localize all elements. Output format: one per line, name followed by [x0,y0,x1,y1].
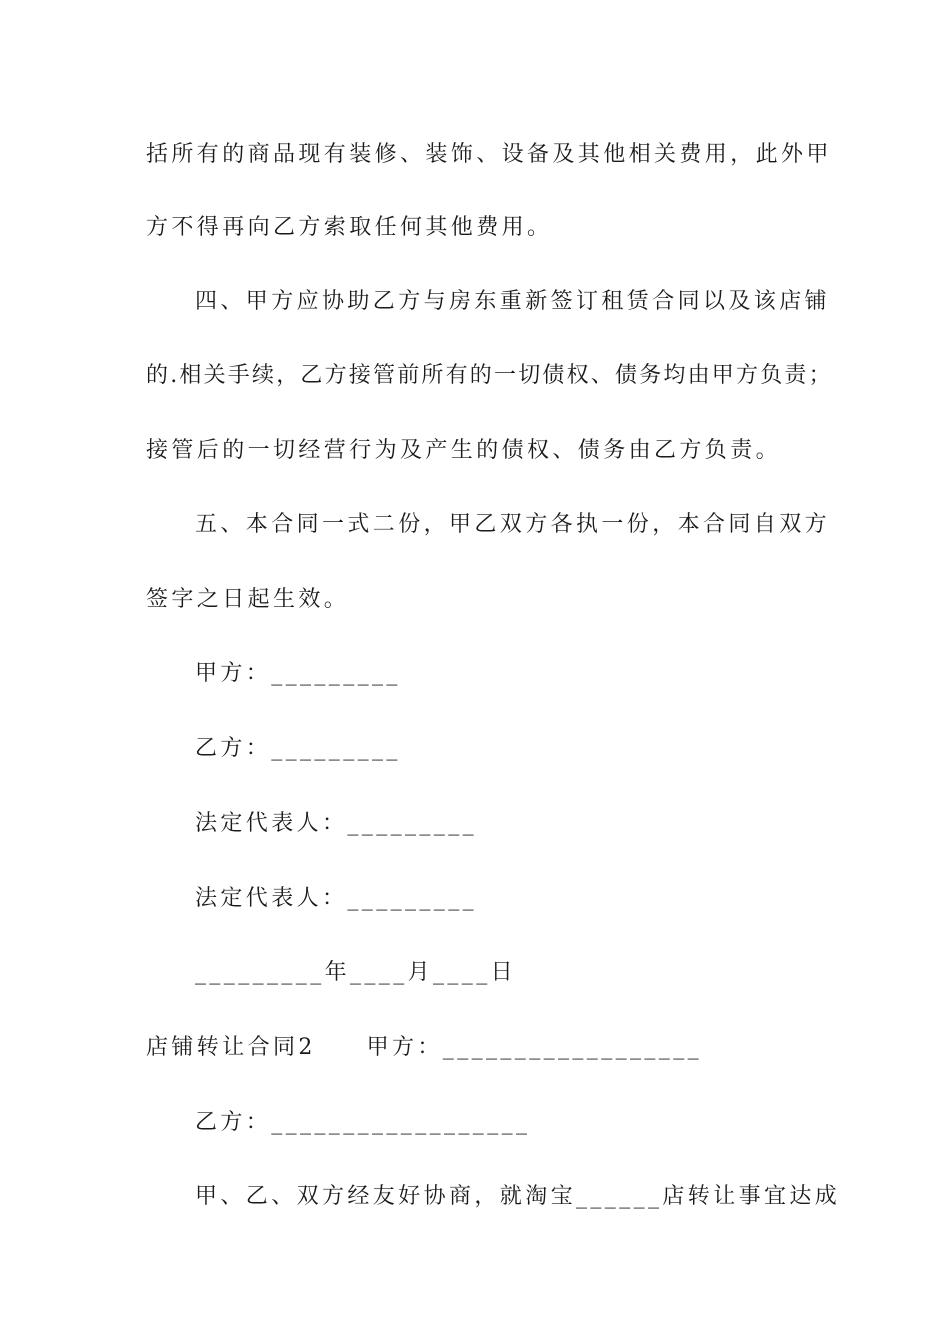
paragraph-line: 的.相关手续，乙方接管前所有的一切债权、债务均由甲方负责； [146,363,833,388]
paragraph-line: 接管后的一切经营行为及产生的债权、债务由乙方负责。 [146,438,782,463]
party-b-line: 乙方：__________________ [195,1110,531,1135]
clause-four-line: 四、甲方应协助乙方与房东重新签订租赁合同以及该店铺 [195,289,831,314]
party-a-signature-line: 甲方：_________ [195,661,401,686]
paragraph-line: 甲、乙、双方经友好协商，就淘宝______店转让事宜达成 [195,1184,841,1209]
legal-representative-line: 法定代表人：_________ [195,811,478,836]
date-line: _________年____月____日 [195,960,517,985]
paragraph-line: 括所有的商品现有装修、装饰、设备及其他相关费用，此外甲 [146,142,832,167]
contract-two-heading-line: 店铺转让合同2 甲方：__________________ [146,1035,702,1060]
paragraph-line: 签字之日起生效。 [146,587,350,612]
clause-five-line: 五、本合同一式二份，甲乙双方各执一份，本合同自双方 [195,512,831,537]
legal-representative-line: 法定代表人：_________ [195,886,478,911]
paragraph-line: 方不得再向乙方索取任何其他费用。 [146,215,553,240]
party-b-signature-line: 乙方：_________ [195,736,401,761]
